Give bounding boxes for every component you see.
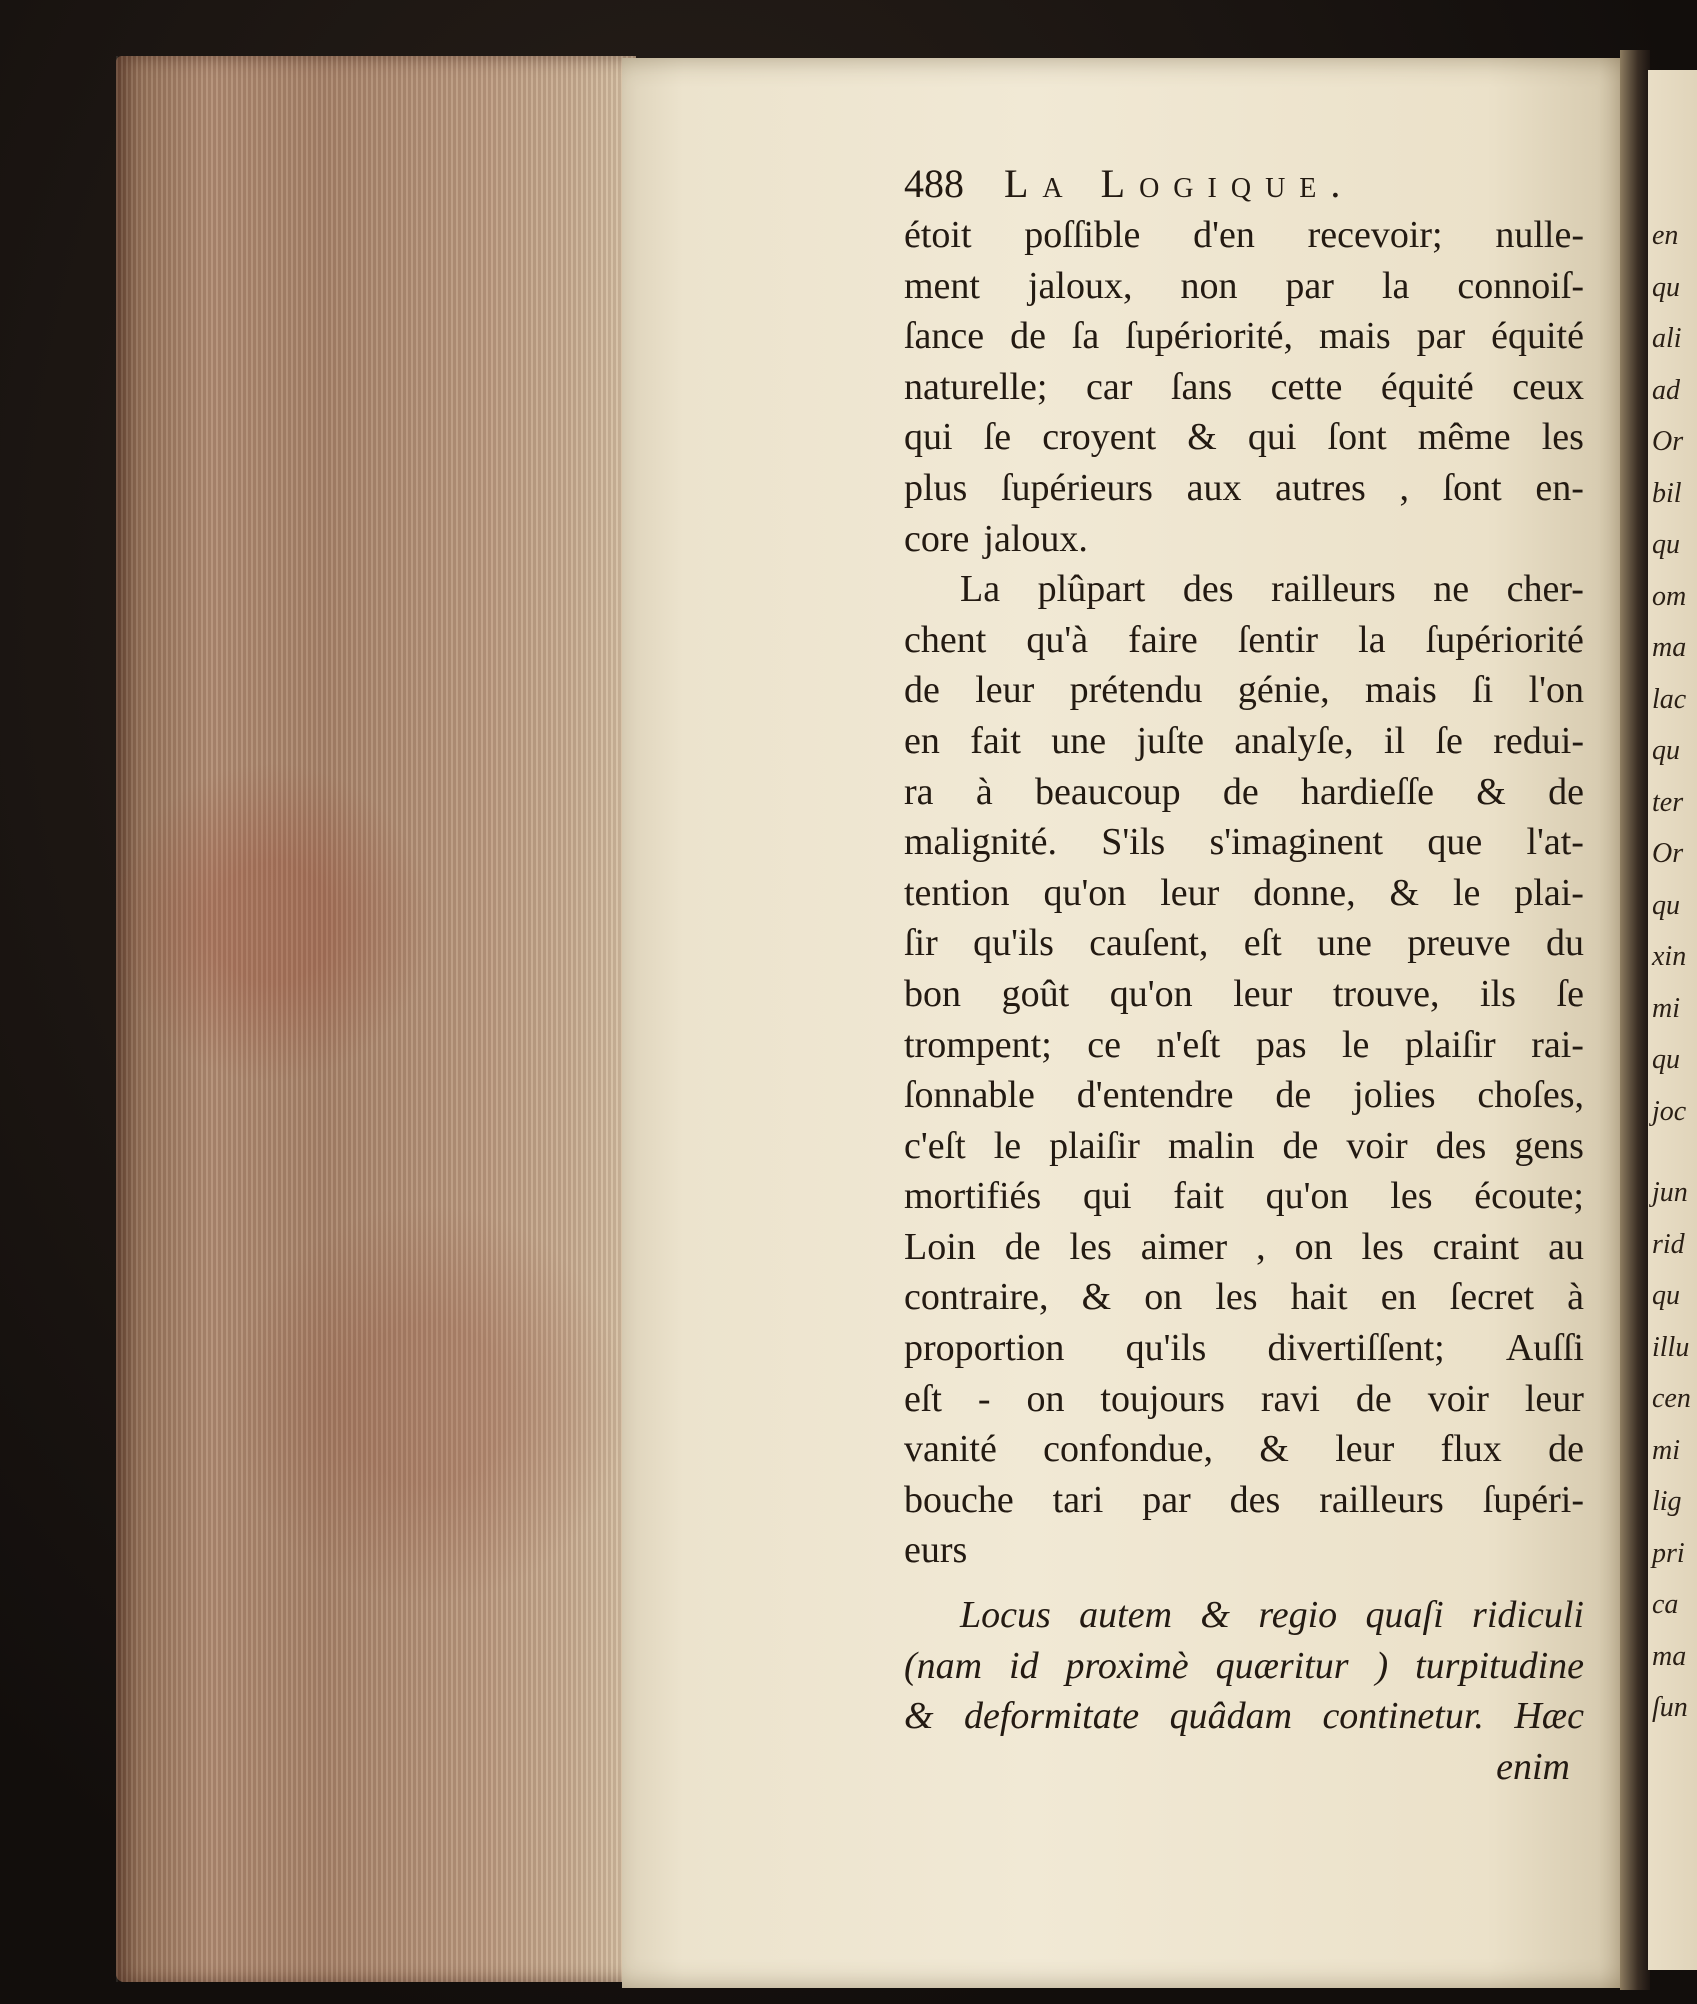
word: le	[1452, 871, 1481, 914]
book-gutter	[1620, 50, 1650, 1990]
word: jaloux,	[1027, 264, 1133, 307]
word: les	[1361, 1225, 1404, 1268]
word: nulle-	[1495, 214, 1584, 256]
word: tari	[1052, 1478, 1104, 1521]
word: ſi	[1472, 669, 1494, 712]
facing-page-text: joc	[1652, 1095, 1687, 1127]
word: que	[1427, 821, 1483, 864]
word: S'ils	[1101, 821, 1166, 864]
text-line	[904, 868, 1584, 919]
word: autem	[1079, 1594, 1173, 1637]
word: choſes,	[1477, 1074, 1584, 1117]
text-line	[904, 1424, 1584, 1475]
word: prétendu	[1069, 669, 1203, 712]
word: donne,	[1253, 871, 1356, 914]
text-line	[904, 1222, 1584, 1273]
word: goût	[1001, 972, 1070, 1015]
facing-page-text: bil	[1652, 477, 1682, 509]
word: il	[1383, 719, 1406, 762]
facing-page-text: ter	[1652, 786, 1684, 818]
text-line	[904, 716, 1584, 767]
facing-page-text: qu	[1652, 1280, 1680, 1311]
word: une	[1051, 719, 1107, 762]
word: turpitudine	[1415, 1644, 1584, 1687]
word: c'eſt	[904, 1124, 966, 1167]
word: autres	[1275, 466, 1366, 509]
word: ra	[904, 770, 934, 813]
text-line	[904, 969, 1584, 1020]
word: proportion	[904, 1327, 1065, 1370]
word: confondue,	[1043, 1428, 1214, 1471]
word: malin	[1167, 1124, 1255, 1167]
facing-page-text: pri	[1652, 1537, 1685, 1569]
text-line	[904, 514, 1584, 565]
word: de	[1004, 1225, 1041, 1268]
word: non	[1180, 264, 1238, 307]
word: eſt	[904, 1377, 942, 1420]
facing-page-text: lig	[1652, 1486, 1682, 1517]
word: ravi	[1260, 1377, 1320, 1420]
word: le	[1341, 1023, 1370, 1066]
text-line	[904, 311, 1584, 362]
word: Auſſi	[1505, 1327, 1584, 1370]
word: ils	[1480, 972, 1516, 1015]
word: quâdam	[1169, 1695, 1293, 1738]
word: qui	[904, 416, 953, 459]
word: analyſe,	[1234, 719, 1354, 762]
page-block-edge	[116, 56, 636, 1982]
word: divertiſſent;	[1267, 1327, 1445, 1370]
word: fait	[970, 719, 1021, 762]
text-line	[904, 1475, 1584, 1526]
word: rai-	[1531, 1023, 1584, 1066]
word: de	[1548, 770, 1584, 813]
facing-page-text: cen	[1652, 1383, 1691, 1414]
word: &	[1389, 871, 1420, 914]
word: jaloux.	[983, 517, 1088, 560]
text-line	[904, 261, 1584, 312]
word: leur	[975, 669, 1035, 712]
word: ment	[904, 264, 980, 307]
facing-page-text: qu	[1652, 271, 1680, 303]
word: leur	[1524, 1377, 1584, 1420]
word: eurs	[904, 1529, 968, 1572]
word: contraire,	[904, 1276, 1049, 1319]
word: équité	[1491, 315, 1584, 358]
word: quaſi	[1365, 1594, 1444, 1637]
text-line	[904, 1525, 1584, 1576]
word: mais	[1318, 315, 1391, 358]
word: railleurs	[1271, 568, 1396, 611]
word: enim	[1496, 1745, 1570, 1788]
word: Hæc	[1514, 1695, 1584, 1738]
word: Locus	[960, 1594, 1051, 1637]
word: à	[975, 770, 993, 813]
word: génie,	[1237, 669, 1330, 712]
text-line	[904, 362, 1584, 413]
word: la	[1381, 264, 1410, 307]
word: croyent	[1042, 416, 1157, 459]
word: le	[993, 1124, 1022, 1167]
word: trouve,	[1332, 972, 1440, 1015]
word: regio	[1258, 1594, 1338, 1637]
word: connoiſ-	[1457, 264, 1584, 307]
latin-quotation	[904, 1590, 1584, 1792]
word: continetur.	[1322, 1695, 1484, 1738]
facing-page-text: qu	[1652, 1044, 1680, 1075]
word: jolies	[1353, 1074, 1436, 1117]
facing-page-text: ca	[1652, 1589, 1679, 1620]
facing-page-text: ſun	[1652, 1692, 1688, 1723]
word: cette	[1270, 365, 1343, 408]
word: ce	[1087, 1023, 1121, 1066]
facing-page-text: lac	[1652, 683, 1687, 715]
word: flux	[1440, 1428, 1502, 1471]
facing-page-text: Or	[1652, 426, 1684, 457]
word: La	[960, 568, 1001, 611]
word: toujours	[1100, 1377, 1225, 1420]
word: ridiculi	[1472, 1594, 1584, 1637]
word: &	[1081, 1276, 1112, 1319]
word: ſe	[1556, 972, 1584, 1015]
word: deformitate	[963, 1695, 1140, 1738]
word: l'at-	[1526, 821, 1584, 864]
word: hait	[1290, 1276, 1348, 1319]
word: plaiſir	[1049, 1124, 1140, 1167]
page-number: 488	[904, 161, 964, 206]
word: quæritur	[1215, 1644, 1349, 1687]
word: écoute;	[1474, 1175, 1584, 1218]
word: railleurs	[1319, 1478, 1444, 1521]
word: par	[1416, 315, 1466, 358]
word: &	[1259, 1428, 1289, 1471]
word: aimer	[1140, 1225, 1228, 1268]
word: ſecret	[1449, 1276, 1535, 1319]
word: id	[1009, 1644, 1039, 1687]
word: à	[1567, 1276, 1584, 1319]
word: cauſent,	[1089, 922, 1209, 965]
word: ſentir	[1237, 618, 1319, 661]
text-line	[904, 1121, 1584, 1172]
word: bouche	[904, 1478, 1014, 1521]
word: &	[904, 1695, 934, 1738]
text-line	[904, 817, 1584, 868]
word: chent	[904, 618, 987, 661]
text-line	[904, 1272, 1584, 1323]
word: des	[1229, 1478, 1281, 1521]
word: ſont	[1442, 466, 1502, 509]
french-paragraph	[904, 210, 1584, 1576]
text-line	[904, 1323, 1584, 1374]
facing-page-text: xin	[1652, 941, 1687, 972]
word: voir	[1346, 1124, 1408, 1167]
word: beaucoup	[1034, 770, 1181, 813]
word: recevoir;	[1307, 214, 1443, 256]
facing-page-text: qu	[1652, 735, 1680, 766]
word: malignité.	[904, 821, 1058, 864]
foxing-stains	[116, 56, 636, 1982]
word: Loin	[904, 1225, 976, 1268]
word: ſans	[1170, 365, 1233, 408]
word: plus	[904, 466, 968, 509]
word: ſupéri-	[1482, 1478, 1584, 1521]
word: les	[1215, 1276, 1258, 1319]
word: naturelle;	[904, 365, 1048, 408]
facing-page-text: ma	[1652, 632, 1687, 663]
word: tention	[904, 871, 1010, 914]
word: ſupérieurs	[1001, 466, 1153, 509]
word: ne	[1433, 568, 1470, 611]
text-line	[904, 1641, 1584, 1692]
word: de	[1222, 770, 1259, 813]
word: preuve	[1407, 922, 1511, 965]
word: ,	[1256, 1225, 1266, 1268]
word: leur	[1335, 1428, 1395, 1471]
text-line	[904, 1590, 1584, 1641]
text-line	[904, 615, 1584, 666]
facing-page-text: rid	[1652, 1228, 1685, 1260]
word: ſir	[904, 922, 938, 965]
text-line	[904, 665, 1584, 716]
word: redui-	[1493, 719, 1584, 762]
facing-page-text: en	[1652, 220, 1679, 251]
word: on	[1144, 1276, 1183, 1319]
word: aux	[1186, 466, 1242, 509]
word: de	[1355, 1377, 1392, 1420]
word: en	[1380, 1276, 1417, 1319]
facing-page-text: om	[1652, 580, 1687, 612]
word: cher-	[1506, 568, 1584, 611]
word: qu'on	[1265, 1175, 1349, 1218]
word: ceux	[1512, 365, 1584, 408]
word: &	[1200, 1594, 1230, 1637]
word: de	[1010, 315, 1046, 358]
word: ſe	[1435, 719, 1463, 762]
word: par	[1142, 1478, 1191, 1521]
word: plaiſir	[1404, 1023, 1496, 1066]
text-line	[904, 1070, 1584, 1121]
word: en	[904, 719, 940, 762]
page-header	[904, 160, 1584, 210]
facing-page-text: ma	[1652, 1640, 1687, 1672]
word: qui	[1247, 416, 1297, 459]
word: les	[1069, 1225, 1112, 1268]
page-text-area	[904, 160, 1584, 1792]
facing-page-text: illu	[1652, 1331, 1690, 1363]
facing-page-fragment	[1648, 70, 1697, 1970]
word: étoit	[904, 214, 972, 256]
word: équité	[1380, 365, 1474, 408]
facing-page-text: ad	[1652, 374, 1680, 406]
word: fait	[1173, 1175, 1224, 1218]
word: (nam	[904, 1644, 983, 1687]
word: qu'ils	[973, 922, 1054, 965]
word: voir	[1427, 1377, 1489, 1420]
word: mortifiés	[904, 1175, 1042, 1218]
word: pas	[1255, 1023, 1307, 1066]
word: ſa	[1071, 315, 1100, 358]
facing-page-text: mi	[1652, 992, 1680, 1024]
word: de	[1548, 1428, 1584, 1471]
word: plûpart	[1037, 568, 1146, 611]
word: plai-	[1514, 871, 1584, 914]
word: faire	[1128, 618, 1198, 661]
word: eſt	[1243, 922, 1282, 965]
word: l'on	[1528, 669, 1584, 712]
word: d'en	[1193, 214, 1255, 256]
word: qu'à	[1026, 618, 1089, 661]
word: mais	[1365, 669, 1437, 712]
word: )	[1375, 1644, 1389, 1687]
facing-page-text: mi	[1652, 1434, 1680, 1466]
word: core	[904, 517, 970, 560]
running-title: La Logique.	[1004, 161, 1355, 206]
word: -	[977, 1377, 991, 1420]
word: ſe	[983, 416, 1012, 459]
word: gens	[1514, 1124, 1584, 1167]
text-line	[904, 463, 1584, 514]
text-line	[904, 1374, 1584, 1425]
text-line	[904, 918, 1584, 969]
word: par	[1285, 264, 1334, 307]
word: ,	[1399, 466, 1409, 509]
facing-page-text: qu	[1652, 889, 1680, 921]
text-line	[904, 1691, 1584, 1742]
text-line	[904, 210, 1584, 261]
text-line	[904, 1020, 1584, 1071]
word: des	[1435, 1124, 1487, 1167]
word: car	[1086, 365, 1133, 408]
word: &	[1187, 416, 1217, 459]
word: au	[1548, 1225, 1584, 1268]
word: de	[904, 669, 940, 712]
word: qu'on	[1109, 972, 1193, 1015]
word: ſupériorité,	[1125, 315, 1294, 358]
word: une	[1317, 922, 1372, 965]
word: d'entendre	[1076, 1074, 1234, 1117]
word: les	[1390, 1175, 1433, 1218]
word: qu'on	[1043, 871, 1127, 914]
word: hardieſſe	[1301, 770, 1434, 813]
text-line	[904, 1171, 1584, 1222]
word: qui	[1082, 1175, 1132, 1218]
text-line	[904, 1742, 1584, 1793]
word: les	[1541, 416, 1584, 459]
word: du	[1545, 922, 1584, 965]
word: qu'ils	[1125, 1327, 1207, 1370]
word: vanité	[904, 1428, 997, 1471]
word: &	[1476, 770, 1506, 813]
word: on	[1026, 1377, 1065, 1420]
word: leur	[1233, 972, 1293, 1015]
text-line	[904, 412, 1584, 463]
word: la	[1358, 618, 1386, 661]
word: de	[1275, 1074, 1312, 1117]
word: proximè	[1065, 1644, 1189, 1687]
word: ſance	[904, 315, 985, 358]
text-line	[904, 564, 1584, 615]
word: bon	[904, 972, 961, 1015]
word: juſte	[1136, 719, 1205, 762]
facing-page-text: ali	[1652, 323, 1682, 354]
facing-page-text: qu	[1652, 529, 1680, 560]
word: même	[1417, 416, 1511, 459]
word: des	[1182, 568, 1234, 611]
word: ſupériorité	[1425, 618, 1584, 661]
word: poſſible	[1024, 214, 1141, 256]
facing-page-text: jun	[1652, 1177, 1688, 1208]
word: en-	[1535, 466, 1584, 509]
word: leur	[1160, 871, 1220, 914]
text-line	[904, 767, 1584, 818]
word: trompent;	[904, 1023, 1052, 1066]
word: s'imaginent	[1209, 821, 1384, 864]
word: on	[1294, 1225, 1333, 1268]
facing-page-text: Or	[1652, 838, 1684, 869]
word: ſont	[1327, 416, 1387, 459]
word: ſonnable	[904, 1074, 1035, 1117]
word: de	[1282, 1124, 1319, 1167]
word: n'eſt	[1156, 1023, 1221, 1066]
word: craint	[1432, 1225, 1520, 1268]
